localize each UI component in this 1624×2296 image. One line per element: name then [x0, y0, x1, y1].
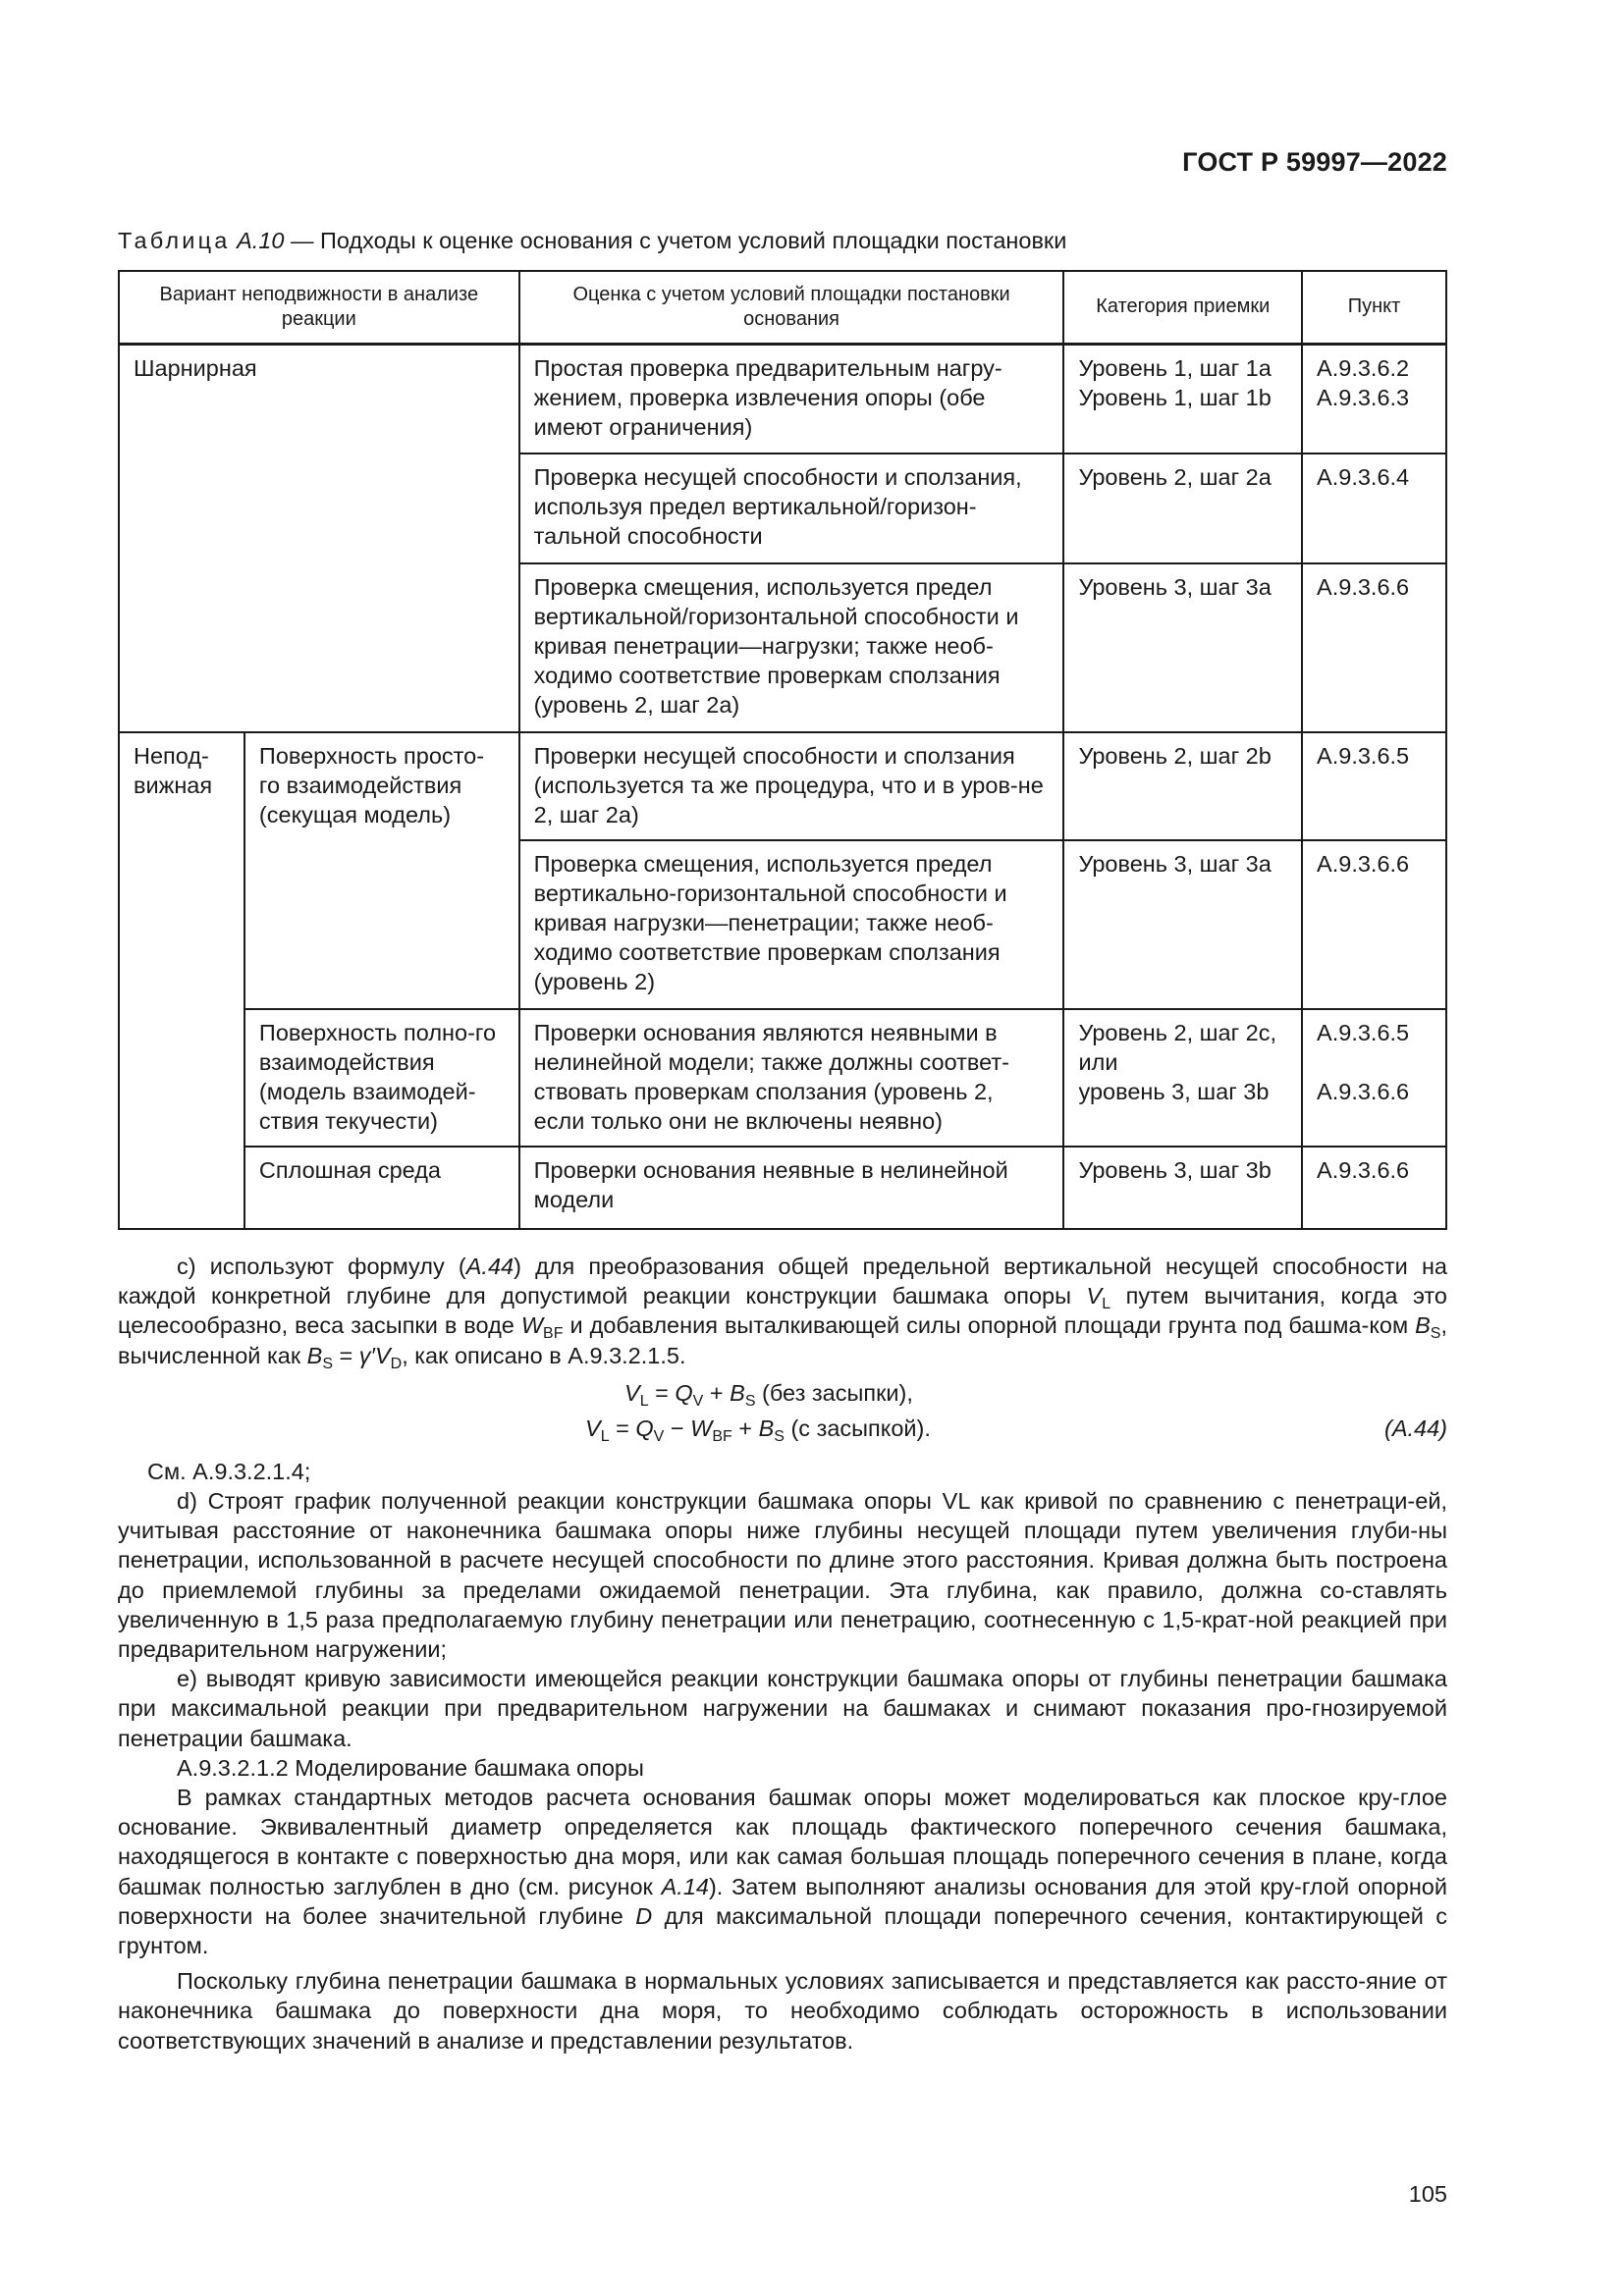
table-caption-label: Таблица — [118, 228, 231, 253]
category-cell: Уровень 3, шаг 3a — [1063, 840, 1302, 1009]
col-header-category: Категория приемки — [1063, 271, 1302, 344]
clause-cell: А.9.3.6.5 — [1302, 732, 1446, 840]
assessment-cell: Проверки основания являются неявными в нелинейной модели; также должны соответ-ствовать проверкам сползания (уровень 2, если только они не включены неявно) — [519, 1009, 1064, 1147]
table-row — [119, 344, 1446, 454]
body-text — [118, 1252, 1447, 2056]
assessment-cell: Проверки несущей способности и сползания (используется та же процедура, что и в уров-не 2, шаг 2a) — [519, 732, 1064, 840]
paragraph-modelling: В рамках стандартных методов расчета основания башмак опоры может моделироваться как плоское кру-глое основание. Эквивалентный диаметр определяется как площадь фактического поперечного сечения башмака, находящегося в контакте с поверхностью дна моря, или как самая большая площадь поперечного сечения в плане, когда башмак полностью заглублен в дно (см. рисунок А.14). Затем выполняют анализы основания для этой кру-глой опорной поверхности на более значительной глубине D для максимальной площади поперечного сечения, контактирующей с грунтом. — [118, 1785, 1447, 1959]
assessment-cell: Проверка несущей способности и сползания, используя предел вертикальной/горизон-тальной способности — [519, 454, 1064, 563]
assessment-table — [118, 270, 1447, 1230]
page-number: 105 — [1408, 2181, 1447, 2207]
clause-cell: А.9.3.6.6 — [1302, 563, 1446, 732]
formula-without-backfill: $V_L = Q_V + B_S$ (без засыпки), — [624, 1379, 913, 1410]
assessment-cell: Проверка смещения, используется предел вертикальной/горизонтальной способности и кривая пенетрации—нагрузки; также необ-ходимо соответствие проверкам сползания (уровень 2, шаг 2a) — [519, 563, 1064, 732]
subgroup-full: Поверхность полно-го взаимодействия (модель взаимодей-ствия текучести) — [244, 1009, 519, 1147]
table-caption — [118, 228, 1066, 254]
table-caption-title: — Подходы к оценке основания с учетом условий площадки постановки — [284, 228, 1067, 253]
table-caption-number: А.10 — [237, 228, 285, 253]
clause-cell: А.9.3.6.2 А.9.3.6.3 — [1302, 344, 1446, 454]
group-fixed: Непод- вижная — [119, 732, 244, 1229]
group-hinged: Шарнирная — [119, 344, 519, 732]
paragraph-d: d) Строят график полученной реакции конструкции башмака опоры VL как кривой по сравнению с пенетраци-ей, учитывая расстояние от наконечника башмака опоры ниже глубины несущей площади путем увеличения глуби-ны пенетрации, использованной в расчете несущей способности по длине этого расстояния. Кривая должна быть построена до приемлемой глубины за пределами ожидаемой пенетрации. Эта глубина, как правило, должна со-ставлять увеличенную в 1,5 раза предполагаемую глубину пенетрации или пенетрацию, соотнесенную с 1,5-крат-ной реакцией при предварительном нагружении; — [118, 1488, 1447, 1663]
category-cell: Уровень 2, шаг 2a — [1063, 454, 1302, 563]
clause-cell: А.9.3.6.4 — [1302, 454, 1446, 563]
paragraph-c: с) используют формулу (А.44) для преобразования общей предельной вертикальной несущей способности на каждой конкретной глубине для допустимой реакции конструкции башмака опоры $V_L$ путем вычитания, когда это целесообразно, веса засыпки в воде $W_{BF}$ и добавления выталкивающей силы опорной площади грунта под башма-ком $B_S$, вычисленной как $B_S = \gamma'V_D$, как описано в А.9.3.2.1.5. — [118, 1254, 1447, 1372]
see-reference: См. А.9.3.2.1.4; — [147, 1458, 311, 1484]
clause-cell: А.9.3.6.6 — [1302, 1147, 1446, 1229]
formula-with-backfill: $V_L = Q_V - W_{BF} + B_S$ (с засыпкой). (А.44) — [585, 1415, 1447, 1445]
col-header-fixity: Вариант неподвижности в анализе реакции — [119, 271, 519, 344]
table-row — [119, 1009, 1446, 1147]
table-row — [119, 732, 1446, 840]
table-header-row — [119, 271, 1446, 344]
paragraph-penetration: Поскольку глубина пенетрации башмака в нормальных условиях записывается и представляется как рассто-яние от наконечника башмака до поверхности дна моря, то необходимо соблюдать осторожность в использовании соответствующих значений в анализе и представлении результатов. — [118, 1968, 1447, 2054]
category-cell: Уровень 3, шаг 3b — [1063, 1147, 1302, 1229]
category-cell: Уровень 2, шаг 2c, или уровень 3, шаг 3b — [1063, 1009, 1302, 1147]
subgroup-simple: Поверхность просто-го взаимодействия (секущая модель) — [244, 732, 519, 1009]
clause-cell: А.9.3.6.5 А.9.3.6.6 — [1302, 1009, 1446, 1147]
col-header-clause: Пункт — [1302, 271, 1446, 344]
col-header-assessment: Оценка с учетом условий площадки постановки основания — [519, 271, 1064, 344]
category-cell: Уровень 2, шаг 2b — [1063, 732, 1302, 840]
assessment-cell: Проверка смещения, используется предел вертикально-горизонтальной способности и кривая нагрузки—пенетрации; также необ-ходимо соответствие проверкам сползания (уровень 2) — [519, 840, 1064, 1009]
paragraph-e: е) выводят кривую зависимости имеющейся реакции конструкции башмака опоры от глубины пенетрации башмака при максимальной реакции при предварительном нагружении на башмаках и снимают показания про-гнозируемой пенетрации башмака. — [118, 1666, 1447, 1751]
category-cell: Уровень 3, шаг 3a — [1063, 563, 1302, 732]
assessment-cell: Проверки основания неявные в нелинейной модели — [519, 1147, 1064, 1229]
formula-number: (А.44) — [1384, 1415, 1447, 1441]
table-row — [119, 1147, 1446, 1229]
category-cell: Уровень 1, шаг 1a Уровень 1, шаг 1b — [1063, 344, 1302, 454]
document-code: ГОСТ Р 59997—2022 — [1182, 147, 1447, 177]
assessment-cell: Простая проверка предварительным нагру-жением, проверка извлечения опоры (обе имеют ограничения) — [519, 344, 1064, 454]
section-heading: А.9.3.2.1.2 Моделирование башмака опоры — [177, 1754, 644, 1781]
subgroup-continuum: Сплошная среда — [244, 1147, 519, 1229]
clause-cell: А.9.3.6.6 — [1302, 840, 1446, 1009]
